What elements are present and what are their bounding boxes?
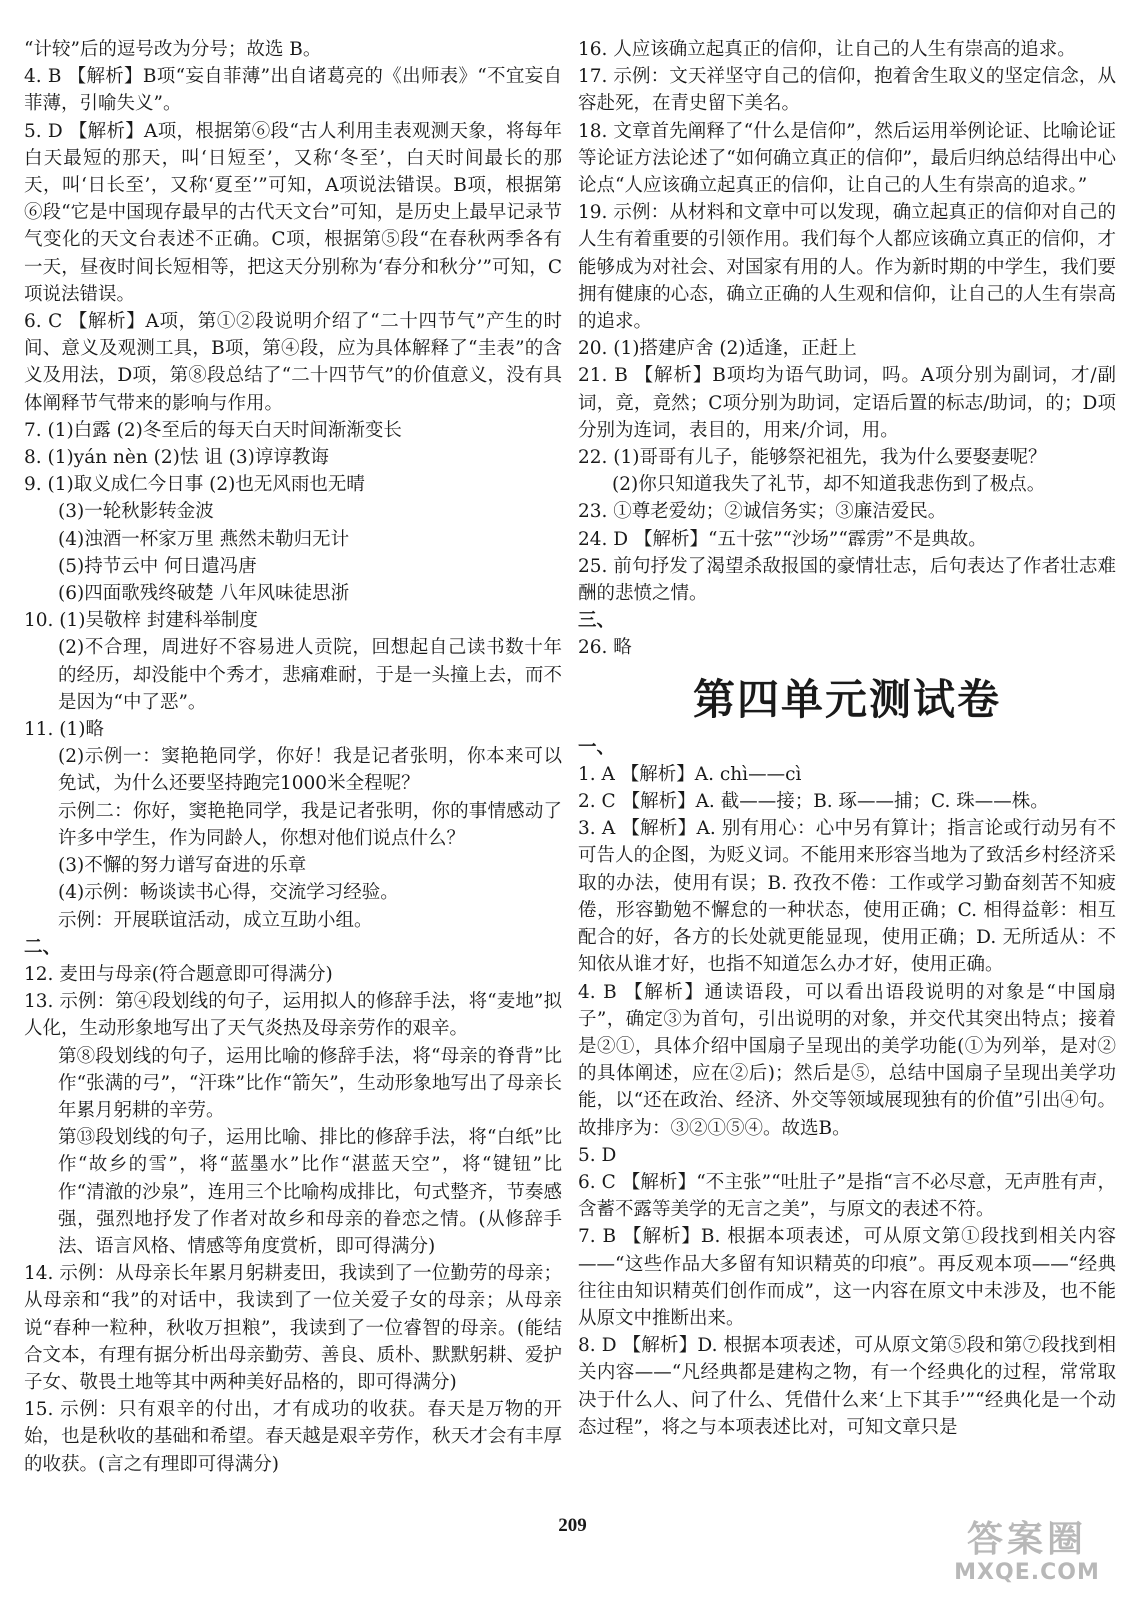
left-column [24, 36, 562, 1478]
watermark-text: 答案圈 [966, 1519, 1087, 1560]
answer-sub-item: (2)示例一：窦艳艳同学，你好！我是记者张明，你本来可以免试，为什么还要坚持跑完1000米全程呢？ [58, 746, 562, 795]
answer-item: 12. 麦田与母亲(符合题意即可得满分) [24, 963, 333, 985]
answer-sub-item: (5)持节云中 何日遣冯唐 [58, 555, 257, 577]
answer-sub-item: (3)不懈的努力谱写奋进的乐章 [58, 855, 307, 877]
answer-item: 13. 示例：第④段划线的句子，运用拟人的修辞手法，将“麦地”拟人化，生动形象地写出了天气炎热及母亲劳作的艰辛。 [24, 991, 562, 1040]
answer-item: 6. C 【解析】A项，第①②段说明介绍了“二十四节气”产生的时间、意义及观测工具，B项，第④段，应为具体解释了“圭表”的含义及用法，D项，第⑧段总结了“二十四节气”的价值意义，没有具体阐释节气带来的影响与作用。 [24, 311, 562, 414]
answer-item: 2. C 【解析】A. 截——接；B. 琢——捕；C. 珠——株。 [578, 791, 1049, 813]
answer-item: 18. 文章首先阐释了“什么是信仰”，然后运用举例论证、比喻论证等论证方法论述了“如何确立真正的信仰”，最后归纳总结得出中心论点“人应该确立起真正的信仰，让自己的人生有崇高的追求。” [578, 120, 1116, 197]
watermark-logo [927, 1520, 1127, 1590]
answer-sub-item: (2)你只知道我失了礼节，却不知道我悲伤到了极点。 [612, 474, 1046, 496]
section-heading: 二、 [24, 936, 62, 958]
answer-sub-item: (3)一轮秋影转金波 [58, 501, 214, 523]
answer-item: 3. A 【解析】A. 别有用心：心中另有算计；指言论或行动另有不可告人的企图，为贬义词。不能用来形容当地为了致活乡村经济采取的办法，使用有误；B. 孜孜不倦：工作或学习勤奋刻苦不知疲倦，形容勤勉不懈怠的一种状态，使用正确；C. 相得益彰：相互配合的好，各方的长处就更能显现，使用正确；D. 无所适从：不知依从谁才好，也指不知道怎么办才好，使用正确。 [578, 818, 1116, 976]
answer-item: 7. B 【解析】B. 根据本项表述，可从原文第①段找到相关内容——“这些作品大多留有知识精英的印痕”。再反观本项——“经典往往由知识精英们创作而成”，这一内容在原文中未涉及，也不能从原文中推断出来。 [578, 1226, 1116, 1329]
answer-item: “计较”后的逗号改为分号；故选 B。 [24, 39, 322, 60]
answer-item: 24. D 【解析】“五十弦”“沙场”“霹雳”不是典故。 [578, 528, 987, 550]
page-number: 209 [558, 1515, 587, 1536]
answer-item: 23. ①尊老爱幼；②诚信务实；③廉洁爱民。 [578, 501, 947, 523]
answer-sub-item: (2)不合理，周进好不容易进人贡院，回想起自己读书数十年的经历，却没能中个秀才，悲痛难耐，于是一头撞上去，而不是因为“中了恶”。 [58, 637, 562, 713]
answer-sub-item: 第⑧段划线的句子，运用比喻的修辞手法，将“母亲的脊背”比作“张满的弓”，“汗珠”比作“箭矢”，生动形象地写出了母亲长年累月躬耕的辛劳。 [58, 1045, 562, 1121]
answer-item: 11. (1)略 [24, 719, 105, 741]
section-heading: 一、 [578, 736, 616, 758]
answer-item: 8. D 【解析】D. 根据本项表述，可从原文第⑤段和第⑦段找到相关内容——“凡经典都是建构之物，有一个经典化的过程，常常取决于什么人、问了什么、凭借什么来‘上下其手’”“经典化是一个动态过程”，将之与本项表述比对，可知文章只是 [578, 1335, 1116, 1438]
answer-sub-item: 示例二：你好，窦艳艳同学，我是记者张明，你的事情感动了许多中学生，作为同龄人，你想对他们说点什么？ [58, 800, 562, 849]
section-heading: 三、 [578, 610, 616, 632]
answer-sub-item: (6)四面歌残终破楚 八年风味徒思浙 [58, 583, 350, 605]
answer-item: 26. 略 [578, 637, 632, 659]
answer-item: 25. 前句抒发了渴望杀敌报国的豪情壮志，后句表达了作者壮志难酬的悲愤之情。 [578, 555, 1116, 605]
answer-item: 6. C 【解析】“不主张”“吐肚子”是指“言不必尽意，无声胜有声，含蓄不露等美学的无言之美”，与原文的表述不符。 [578, 1171, 1116, 1221]
answer-item: 22. (1)哥哥有儿子，能够祭祀祖先，我为什么要娶妻呢？ [578, 447, 1047, 469]
answer-item: 8. (1)yán nèn (2)怯 诅 (3)谆谆教诲 [24, 447, 329, 469]
answer-item: 21. B 【解析】B项均为语气助词，吗。A项分别为副词，才/副词，竟，竟然；C项分别为助词，定语后置的标志/助词，的；D项分别为连词，表目的，用来/介词，用。 [578, 365, 1116, 441]
answer-item: 5. D [578, 1144, 617, 1166]
answer-item: 1. A 【解析】A. chì——cì [578, 763, 802, 785]
unit-test-title: 第四单元测试卷 [692, 674, 1001, 724]
answer-item: 7. (1)白露 (2)冬至后的每天白天时间渐渐变长 [24, 419, 402, 441]
answer-item: 10. (1)吴敬梓 封建科举制度 [24, 610, 258, 632]
answer-item: 9. (1)取义成仁今日事 (2)也无风雨也无晴 [24, 474, 365, 496]
answer-item: 4. B 【解析】B项“妄自菲薄”出自诸葛亮的《出师表》“不宜妄自菲薄，引喻失义”。 [24, 66, 562, 115]
watermark-url: MXQE.COM [954, 1560, 1100, 1585]
answer-item: 19. 示例：从材料和文章中可以发现，确立起真正的信仰对自己的人生有着重要的引领作用。我们每个人都应该确立真正的信仰，才能够成为对社会、对国家有用的人。作为新时期的中学生，我们要拥有健康的心态，确立正确的人生观和信仰，让自己的人生有崇高的追求。 [578, 202, 1116, 333]
answer-sub-item: 第⑬段划线的句子，运用比喻、排比的修辞手法，将“白纸”比作“故乡的雪”，将“蓝墨水”比作“湛蓝天空”，将“键钮”比作“清澈的沙泉”，连用三个比喻构成排比，句式整齐，节奏感强，强烈地抒发了作者对故乡和母亲的眷恋之情。(从修辞手法、语言风格、情感等角度赏析，即可得满分) [58, 1127, 562, 1257]
answer-item: 17. 示例：文天祥坚守自己的信仰，抱着舍生取义的坚定信念，从容赴死，在青史留下美名。 [578, 66, 1116, 115]
answer-item: 16. 人应该确立起真正的信仰，让自己的人生有崇高的追求。 [578, 39, 1076, 60]
answer-sub-item: 示例：开展联谊活动，成立互助小组。 [58, 909, 373, 931]
answer-item: 4. B 【解析】通读语段，可以看出语段说明的对象是“中国扇子”，确定③为首句，引出说明的对象，并交代其突出特点；接着是②①，具体介绍中国扇子呈现出的美学功能(①为列举，是对②的具体阐述，应在②后)；然后是⑤，总结中国扇子呈现出美学功能，以“还在政治、经济、外交等领域展现独有的价值”引出④句。故排序为：③②①⑤④。故选B。 [578, 981, 1116, 1139]
answer-sub-item: (4)示例：畅谈读书心得，交流学习经验。 [58, 882, 399, 904]
right-column [578, 36, 1116, 1441]
answer-item: 5. D 【解析】A项，根据第⑥段“古人利用圭表观测天象，将每年白天最短的那天，叫‘日短至’，又称‘冬至’，白天时间最长的那天，叫‘日长至’，又称‘夏至’”可知，A项说法错误。B项，根据第⑥段“它是中国现存最早的古代天文台”可知，是历史上最早记录节气变化的天文台表述不正确。C项，根据第⑤段“在春秋两季各有一天，昼夜时间长短相等，把这天分别称为‘春分和秋分’”可知，C项说法错误。 [24, 120, 562, 305]
answer-sub-item: (4)浊酒一杯家万里 燕然未勒归无计 [58, 528, 350, 550]
answer-item: 14. 示例：从母亲长年累月躬耕麦田，我读到了一位勤劳的母亲；从母亲和“我”的对话中，我读到了一位关爱子女的母亲；从母亲说“春种一粒种，秋收万担粮”，我读到了一位睿智的母亲。(能结合文本，有理有据分析出母亲勤劳、善良、质朴、默默躬耕、爱护子女、敬畏土地等其中两种美好品格的，即可得满分) [24, 1263, 562, 1393]
answer-item: 20. (1)搭建庐舍 (2)适逢，正赶上 [578, 338, 857, 360]
answer-item: 15. 示例：只有艰辛的付出，才有成功的收获。春天是万物的开始，也是秋收的基础和希望。春天越是艰辛劳作，秋天才会有丰厚的收获。(言之有理即可得满分) [24, 1399, 562, 1475]
